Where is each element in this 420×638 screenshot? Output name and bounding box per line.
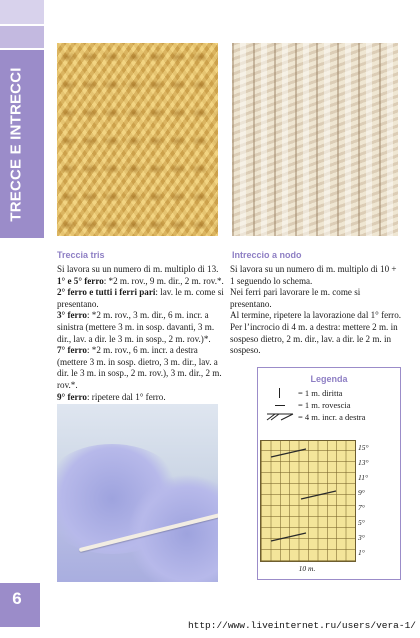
legend-item-text: = 1 m. diritta (298, 388, 343, 398)
left-row-2: 2° ferro e tutti i ferri pari: lav. le m. come si presentano. (57, 287, 224, 309)
cream-knot-swatch-photo (232, 43, 398, 236)
right-pattern-instructions (230, 264, 402, 357)
right-line-1: Si lavora su un numero di m. multiplo di 10 + 1 seguendo lo schema. (230, 264, 397, 286)
chart-row-label: 1° (358, 548, 365, 557)
source-url: http://www.liveinternet.ru/users/vera-1/ (187, 620, 416, 631)
chart-row-label: 3° (358, 533, 365, 542)
sidebar-color-strip-light (0, 0, 44, 24)
left-row-7: 7° ferro: *2 m. rov., 6 m. incr. a destra (mettere 3 m. in sosp. dietro, 3 m. dir., lav. a dir. le 3 m. in sosp., 2 m. rov.), 3 m. dir., 2 m. rov.*. (57, 345, 222, 390)
stitch-chart-grid (260, 440, 356, 562)
legend-title: Legenda (310, 374, 348, 384)
chart-row-label: 7° (358, 503, 365, 512)
legend-item-text: = 1 m. rovescia (298, 400, 351, 410)
vertical-stroke-icon (266, 388, 294, 398)
chart-row-label: 5° (358, 518, 365, 527)
legend-item-knit (266, 388, 342, 398)
right-line-4: Per l’incrocio di 4 m. a destra: mettere 2 m. in sospeso dietro, 2 m. dir., lav. a dir. le 2 m. in sospeso. (230, 321, 398, 356)
yellow-cable-swatch-photo (57, 43, 218, 236)
left-row-3: 3° ferro: *2 m. rov., 3 m. dir., 6 m. incr. a sinistra (mettere 3 m. in sosp. davanti, 3 m. dir., lav. a dir. le 3 m. in sosp., 2 m. rov.)*. (57, 310, 215, 344)
horizontal-stroke-icon (266, 400, 294, 410)
left-row-1: 1° e 5° ferro: *2 m. rov., 9 m. dir., 2 m. rov.*. (57, 275, 224, 286)
right-line-3: Al termine, ripetere la lavorazione dal 1° ferro. (230, 310, 402, 321)
sidebar-color-strip-medium (0, 26, 44, 48)
left-row-9: 9° ferro: ripetere dal 1° ferro. (57, 391, 166, 402)
legend-item-text: = 4 m. incr. a destra (298, 412, 366, 422)
chart-row-label: 9° (358, 488, 365, 497)
page-number: 6 (12, 589, 22, 608)
chart-axis-label: 10 m. (298, 564, 316, 573)
legend-item-purl (266, 400, 350, 410)
cable-cross-icon (266, 412, 294, 422)
chart-row-label: 11° (358, 473, 368, 482)
chart-row-label: 15° (358, 443, 369, 452)
left-pattern-instructions (57, 264, 227, 403)
sidebar-title-text: TRECCE E INTRECCI (7, 66, 25, 222)
chart-cable-marks (261, 441, 355, 561)
chart-row-label: 13° (358, 458, 369, 467)
right-pattern-heading: Intreccio a nodo (232, 250, 302, 260)
legend-box (257, 367, 401, 580)
lilac-mohair-knitting-photo (57, 404, 218, 582)
sidebar-title (4, 58, 28, 230)
legend-item-cable (266, 412, 365, 422)
right-line-2: Nei ferri pari lavorare le m. come si presentano. (230, 287, 361, 309)
left-pattern-heading: Treccia tris (57, 250, 105, 260)
left-intro: Si lavora su un numero di m. multiplo di 13. (57, 264, 219, 274)
